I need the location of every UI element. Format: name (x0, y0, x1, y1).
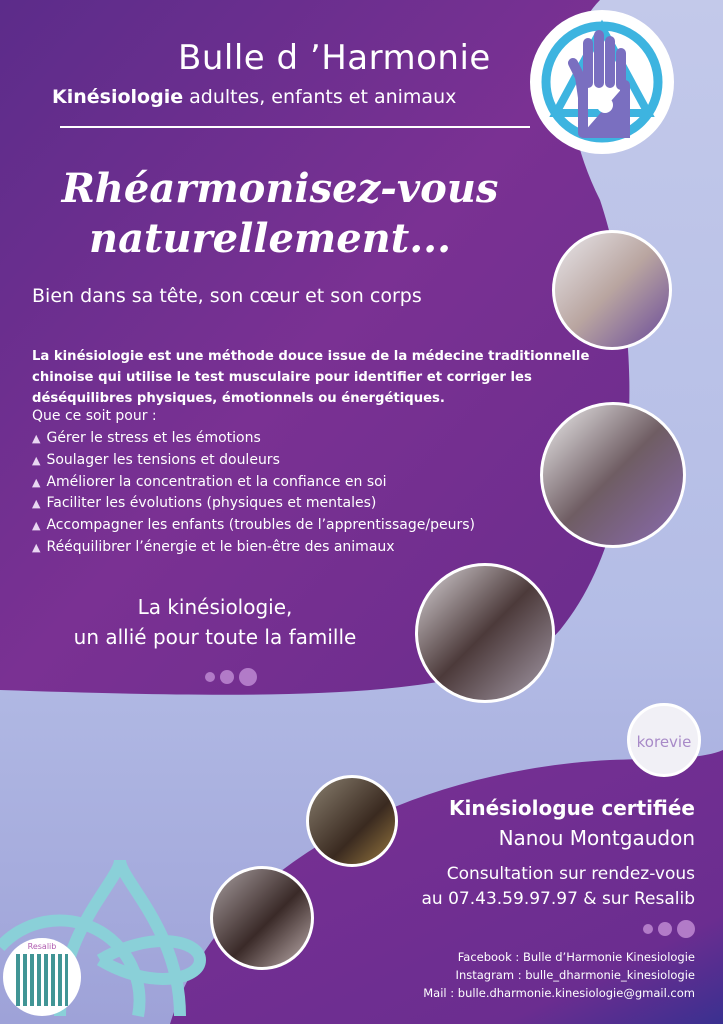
triquetra-icon: ▲ (32, 540, 41, 554)
resalib-qr-code[interactable]: Resalib (3, 938, 81, 1016)
headline-line2: naturellement... (88, 215, 452, 262)
triquetra-icon: ▲ (32, 519, 41, 533)
decorative-dots (643, 920, 695, 938)
list-item: ▲ Accompagner les enfants (troubles de l’apprentissage/peurs) (32, 517, 475, 534)
business-name: Bulle d ’Harmonie (178, 38, 491, 78)
contact-info (423, 948, 695, 1002)
intro-text: La kinésiologie est une méthode douce issue de la médecine traditionnelle chinoise qui utilise le test musculaire pour identifier et corriger les déséquilibres physiques, émotionnels ou énergétiques. (32, 349, 590, 406)
hand-logo (530, 10, 674, 154)
photo-adult-session (552, 230, 672, 350)
photo-horse (306, 775, 398, 867)
list-item: ▲ Faciliter les évolutions (physiques et mentales) (32, 495, 377, 512)
facebook-link[interactable]: Facebook : Bulle d’Harmonie Kinesiologie (457, 950, 695, 964)
lead-text: Que ce soit pour : (32, 408, 157, 424)
divider (60, 126, 530, 128)
family-slogan: La kinésiologie, un allié pour toute la famille (73, 595, 357, 649)
photo-child-session (540, 402, 686, 548)
practitioner-name: Nanou Montgaudon (498, 826, 695, 850)
subtitle (52, 86, 456, 108)
list-item: ▲ Gérer le stress et les émotions (32, 430, 261, 446)
photo-animal (210, 866, 314, 970)
consultation-info: Consultation sur rendez-vous au 07.43.59.97.97 & sur Resalib (421, 864, 695, 909)
korevie-badge: korevie (627, 703, 701, 777)
email-link[interactable]: Mail : bulle.dharmonie.kinesiologie@gmail.com (423, 986, 695, 1000)
list-item: ▲ Améliorer la concentration et la confiance en soi (32, 473, 387, 490)
certification: Kinésiologue certifiée (449, 796, 695, 820)
decorative-dots (205, 668, 257, 686)
subtitle-rest: adultes, enfants et animaux (189, 86, 457, 108)
photo-family-session (415, 563, 555, 703)
qr-code-icon (16, 954, 68, 1006)
instagram-link[interactable]: Instagram : bulle_dharmonie_kinesiologie (455, 968, 695, 982)
tagline: Bien dans sa tête, son cœur et son corps (32, 285, 422, 307)
triquetra-icon: ▲ (32, 497, 41, 511)
list-item: ▲ Rééquilibrer l’énergie et le bien-être des animaux (32, 538, 395, 555)
benefits-list (32, 428, 475, 559)
triquetra-icon: ▲ (32, 475, 41, 489)
subtitle-bold: Kinésiologie (52, 86, 184, 108)
list-item: ▲ Soulager les tensions et douleurs (32, 451, 280, 468)
triquetra-icon: ▲ (32, 453, 41, 467)
triquetra-icon: ▲ (32, 432, 41, 445)
headline-line1: Rhéarmonisez-vous (61, 165, 499, 212)
